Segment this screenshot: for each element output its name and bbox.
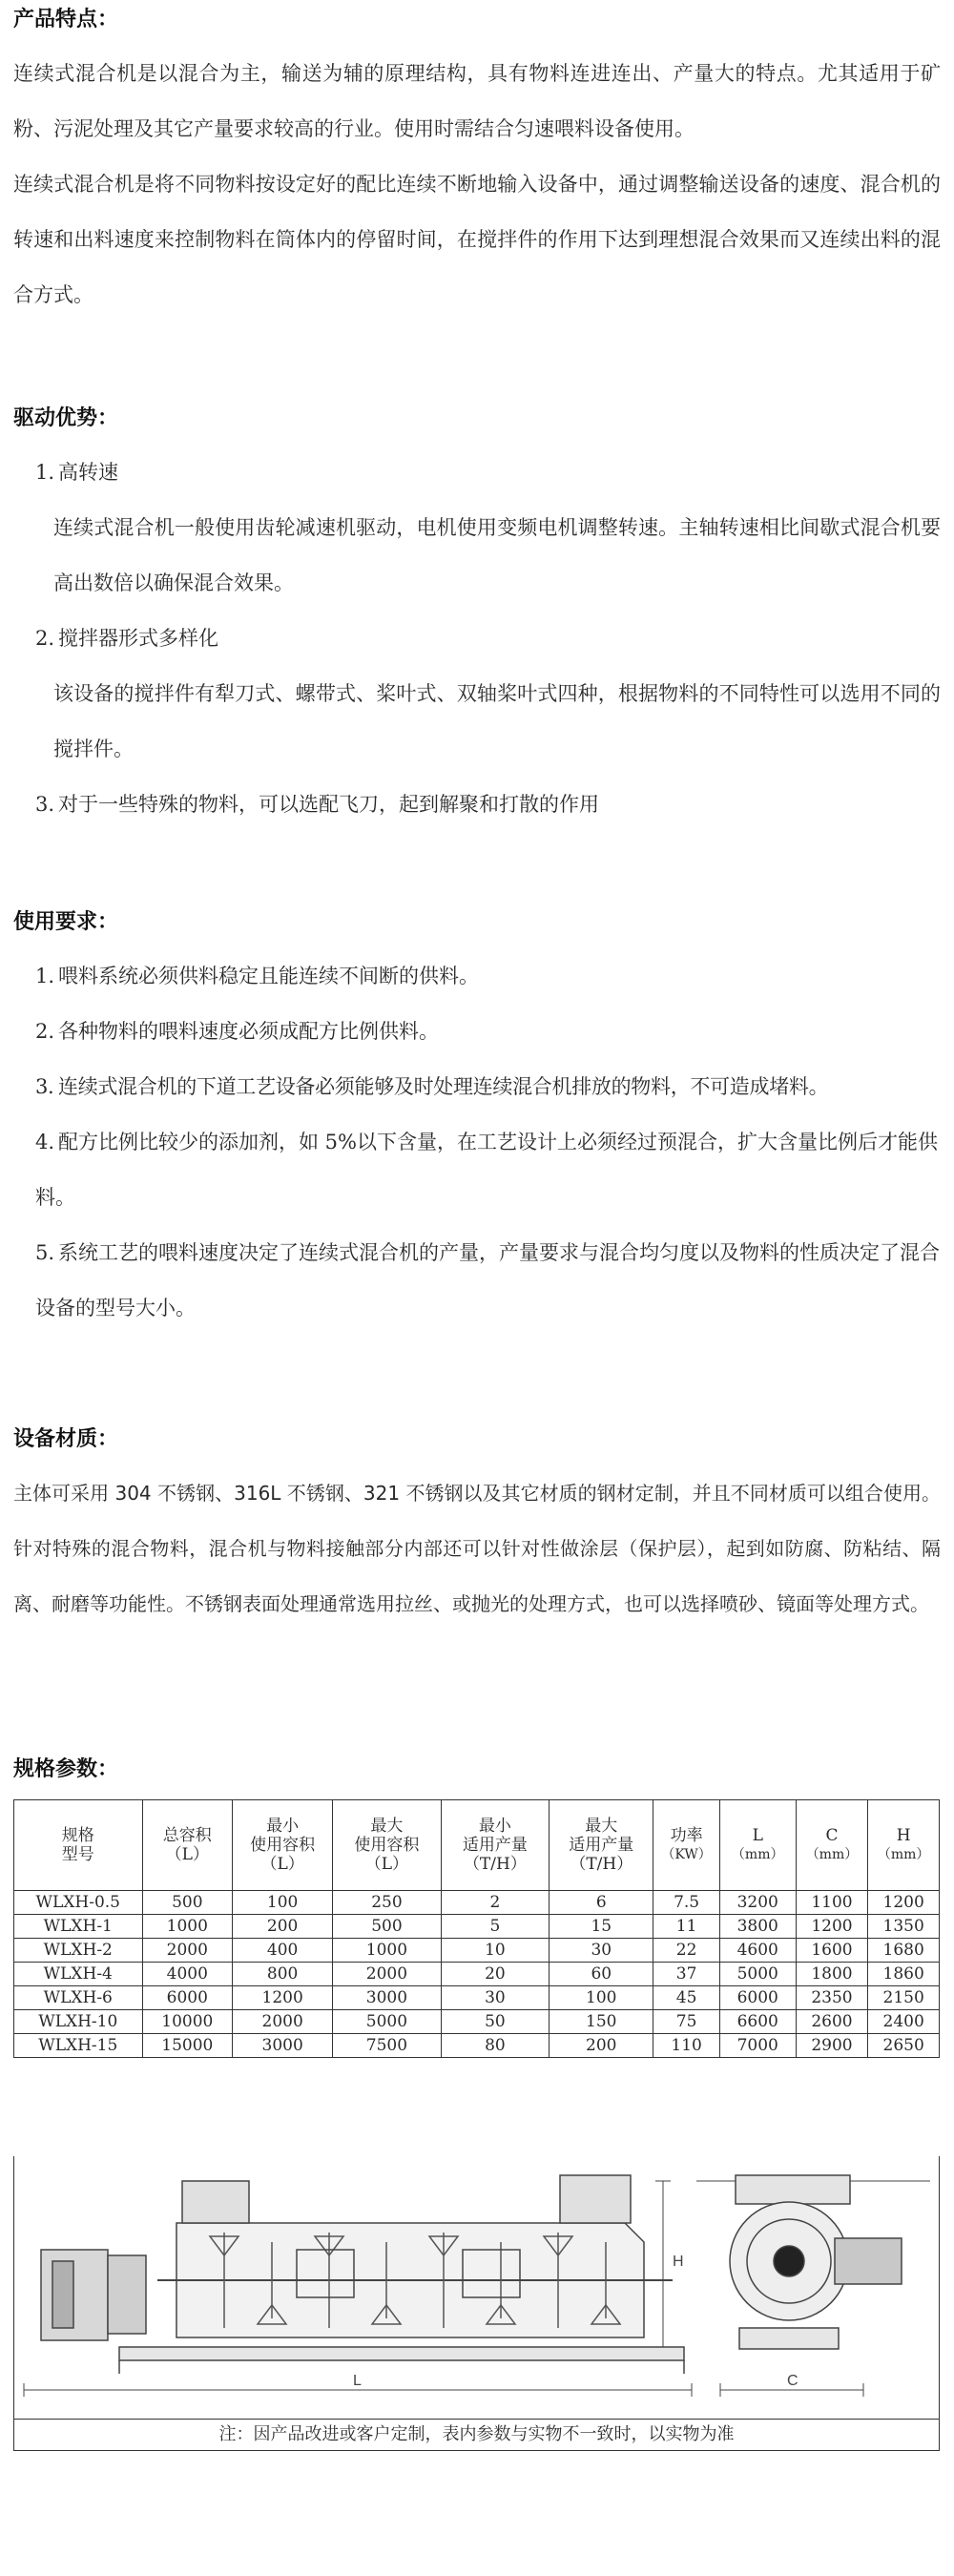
table-cell: 2600 — [796, 2010, 868, 2034]
table-cell: 22 — [653, 1939, 719, 1963]
table-cell: 100 — [233, 1891, 333, 1915]
table-row — [14, 2010, 940, 2034]
spec-table-body — [14, 1891, 940, 2058]
dim-label-l: L — [353, 2373, 362, 2389]
table-cell: 11 — [653, 1915, 719, 1939]
spec-header-min-volume: 最小 使用容积 （L） — [233, 1800, 333, 1891]
table-cell: WLXH-10 — [14, 2010, 143, 2034]
table-cell: 3200 — [719, 1891, 796, 1915]
table-cell: 1200 — [868, 1891, 940, 1915]
dim-label-c: C — [787, 2373, 798, 2389]
spec-header-l: L （mm） — [719, 1800, 796, 1891]
table-cell: 7.5 — [653, 1891, 719, 1915]
table-cell: 2350 — [796, 1986, 868, 2010]
table-cell: 6 — [550, 1891, 653, 1915]
outlet-hood — [560, 2175, 631, 2223]
table-cell: 50 — [441, 2010, 549, 2034]
usage-section — [13, 908, 941, 1336]
table-cell: 5000 — [333, 2010, 441, 2034]
table-cell: 200 — [233, 1915, 333, 1939]
table-cell: 30 — [550, 1939, 653, 1963]
drive-item-3-title: 3. 对于一些特殊的物料，可以选配飞刀，起到解聚和打散的作用 — [35, 793, 599, 816]
features-paragraph-2: 连续式混合机是将不同物料按设定好的配比连续不断地输入设备中，通过调整输送设备的速度、混合机的转速和出料速度来控制物料在筒体内的停留时间，在搅拌件的作用下达到理想混合效果而又连续出料的混合方式。 — [13, 173, 941, 306]
drive-item-2-title: 2. 搅拌器形式多样化 — [35, 627, 218, 650]
table-cell: 10000 — [142, 2010, 233, 2034]
table-cell: 1800 — [796, 1963, 868, 1986]
table-cell: 2 — [441, 1891, 549, 1915]
spec-header-model: 规格 型号 — [14, 1800, 143, 1891]
table-cell: 5 — [441, 1915, 549, 1939]
table-cell: 1100 — [796, 1891, 868, 1915]
usage-item-1: 1. 喂料系统必须供料稳定且能连续不间断的供料。 — [35, 965, 479, 987]
spec-header-min-output: 最小 适用产量 （T/H） — [441, 1800, 549, 1891]
table-cell: WLXH-2 — [14, 1939, 143, 1963]
table-cell: 100 — [550, 1986, 653, 2010]
table-cell: 110 — [653, 2034, 719, 2058]
drive-item-1-title: 1. 高转速 — [35, 461, 118, 484]
usage-item-4: 4. 配方比例比较少的添加剂，如 5%以下含量，在工艺设计上必须经过预混合，扩大含量比例后才能供料。 — [35, 1131, 938, 1209]
table-cell: WLXH-6 — [14, 1986, 143, 2010]
usage-item-2: 2. 各种物料的喂料速度必须成配方比例供料。 — [35, 1020, 439, 1043]
table-cell: 5000 — [719, 1963, 796, 1986]
usage-heading: 使用要求： — [13, 910, 119, 934]
drive-list — [13, 445, 941, 832]
spec-header-h: H （mm） — [868, 1800, 940, 1891]
table-cell: 150 — [550, 2010, 653, 2034]
table-cell: 6000 — [142, 1986, 233, 2010]
table-cell: 4000 — [142, 1963, 233, 1986]
spec-table — [13, 1799, 940, 2058]
table-cell: 2400 — [868, 2010, 940, 2034]
base-frame — [119, 2347, 684, 2360]
material-paragraph: 主体可采用 304 不锈钢、316L 不锈钢、321 不锈钢以及其它材质的钢材定制，并且不同材质可以组合使用。针对特殊的混合物料，混合机与物料接触部分内部还可以针对性做涂层（保护层），起到如防腐、防粘结、隔离、耐磨等功能性。不锈钢表面处理通常选用拉丝、或抛光的处理方式，也可以选择喷砂、镜面等处理方式。 — [13, 1482, 941, 1615]
mixer-diagram-svg — [14, 2156, 939, 2419]
table-cell: 1680 — [868, 1939, 940, 1963]
table-cell: 1000 — [142, 1915, 233, 1939]
table-cell: 75 — [653, 2010, 719, 2034]
table-cell: 2000 — [142, 1939, 233, 1963]
spec-header-c: C （mm） — [796, 1800, 868, 1891]
inlet-hood — [182, 2181, 249, 2223]
table-cell: 10 — [441, 1939, 549, 1963]
material-heading: 设备材质： — [13, 1427, 119, 1451]
table-row — [14, 1915, 940, 1939]
table-cell: 2000 — [333, 1963, 441, 1986]
motor-block — [41, 2250, 108, 2340]
table-cell: 800 — [233, 1963, 333, 1986]
spec-table-header-row — [14, 1800, 940, 1891]
table-row — [14, 1939, 940, 1963]
table-cell: 3000 — [233, 2034, 333, 2058]
spec-header-power: 功率 （KW） — [653, 1800, 719, 1891]
table-cell: 2000 — [233, 2010, 333, 2034]
specs-section — [13, 1755, 941, 1784]
table-cell: 1600 — [796, 1939, 868, 1963]
table-row — [14, 1891, 940, 1915]
table-cell: 30 — [441, 1986, 549, 2010]
dim-label-h: H — [673, 2254, 684, 2270]
drive-heading: 驱动优势： — [13, 406, 119, 430]
drive-item-1-desc: 连续式混合机一般使用齿轮减速机驱动，电机使用变频电机调整转速。主轴转速相比间歇式混合机要高出数倍以确保混合效果。 — [53, 516, 941, 594]
usage-item-3: 3. 连续式混合机的下道工艺设备必须能够及时处理连续混合机排放的物料，不可造成堵料。 — [35, 1075, 829, 1098]
table-cell: 2650 — [868, 2034, 940, 2058]
table-cell: 500 — [142, 1891, 233, 1915]
features-heading: 产品特点： — [13, 8, 119, 31]
usage-item-5: 5. 系统工艺的喂料速度决定了连续式混合机的产量，产量要求与混合均匀度以及物料的性质决定了混合设备的型号大小。 — [35, 1241, 940, 1319]
features-paragraph-1: 连续式混合机是以混合为主，输送为辅的原理结构，具有物料连进连出、产量大的特点。尤其适用于矿粉、污泥处理及其它产量要求较高的行业。使用时需结合匀速喂料设备使用。 — [13, 62, 941, 140]
table-cell: 1200 — [796, 1915, 868, 1939]
table-row — [14, 1963, 940, 1986]
table-cell: 7000 — [719, 2034, 796, 2058]
table-cell: 1860 — [868, 1963, 940, 1986]
table-cell: 7500 — [333, 2034, 441, 2058]
table-cell: 6000 — [719, 1986, 796, 2010]
drive-item-2-desc: 该设备的搅拌件有犁刀式、螺带式、桨叶式、双轴桨叶式四种，根据物料的不同特性可以选用不同的搅拌件。 — [53, 682, 941, 760]
table-cell: 1350 — [868, 1915, 940, 1939]
table-row — [14, 1986, 940, 2010]
table-cell: 15000 — [142, 2034, 233, 2058]
table-cell: 6600 — [719, 2010, 796, 2034]
table-cell: 400 — [233, 1939, 333, 1963]
material-section — [13, 1425, 941, 1631]
table-cell: 60 — [550, 1963, 653, 1986]
table-cell: 1000 — [333, 1939, 441, 1963]
table-cell: WLXH-1 — [14, 1915, 143, 1939]
table-cell: 500 — [333, 1915, 441, 1939]
table-cell: 1200 — [233, 1986, 333, 2010]
usage-list — [13, 948, 941, 1336]
table-cell: 2900 — [796, 2034, 868, 2058]
drive-section — [13, 405, 941, 832]
table-cell: 80 — [441, 2034, 549, 2058]
table-cell: WLXH-15 — [14, 2034, 143, 2058]
table-cell: 15 — [550, 1915, 653, 1939]
table-cell: 4600 — [719, 1939, 796, 1963]
features-section — [13, 6, 941, 322]
table-row — [14, 2034, 940, 2058]
spec-header-total-volume: 总容积 （L） — [142, 1800, 233, 1891]
table-cell: 20 — [441, 1963, 549, 1986]
table-cell: 3000 — [333, 1986, 441, 2010]
table-cell: 37 — [653, 1963, 719, 1986]
table-cell: WLXH-0.5 — [14, 1891, 143, 1915]
table-cell: 45 — [653, 1986, 719, 2010]
table-cell: 250 — [333, 1891, 441, 1915]
table-cell: 200 — [550, 2034, 653, 2058]
specs-heading: 规格参数： — [13, 1757, 119, 1781]
end-view-motor — [835, 2238, 902, 2284]
table-cell: WLXH-4 — [14, 1963, 143, 1986]
spec-note: 注：因产品改进或客户定制，表内参数与实物不一致时，以实物为准 — [13, 2419, 940, 2451]
mixer-drawing — [13, 2156, 940, 2420]
table-cell: 3800 — [719, 1915, 796, 1939]
spec-header-max-output: 最大 适用产量 （T/H） — [550, 1800, 653, 1891]
spec-header-max-volume: 最大 使用容积 （L） — [333, 1800, 441, 1891]
table-cell: 2150 — [868, 1986, 940, 2010]
